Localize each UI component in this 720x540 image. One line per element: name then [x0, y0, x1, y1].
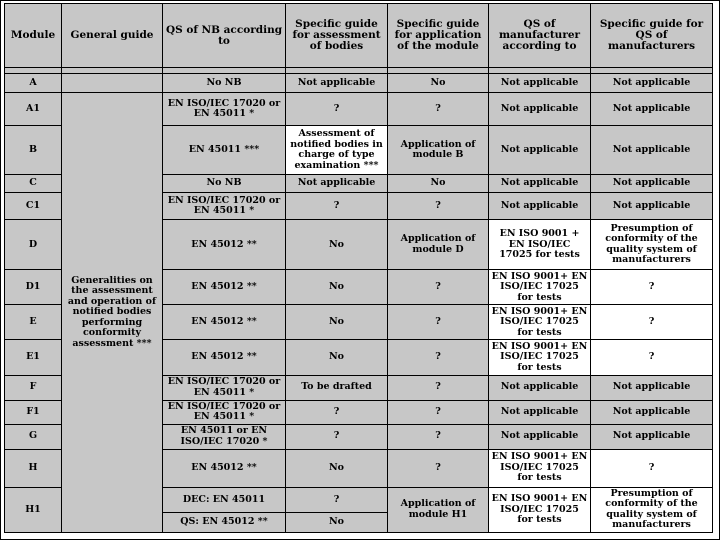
- qs-guide-cell: Not applicable: [591, 175, 713, 193]
- module-cell: F: [5, 375, 62, 400]
- table-row-a: [5, 74, 713, 93]
- module-cell: E1: [5, 340, 62, 375]
- header-specific-guide-qs: Specific guide for QS of manufacturers: [591, 4, 713, 68]
- qs-nb-cell: EN ISO/IEC 17020 or EN 45011 *: [163, 193, 286, 220]
- bodies-guide-cell: ?: [286, 424, 388, 449]
- qs-manufacturer-cell: Not applicable: [489, 126, 591, 175]
- header-module: Module: [5, 4, 62, 68]
- qs-manufacturer-cell: Not applicable: [489, 93, 591, 126]
- qs-manufacturer-cell: Not applicable: [489, 375, 591, 400]
- bodies-guide-cell: No: [286, 305, 388, 340]
- qs-manufacturer-cell: Not applicable: [489, 193, 591, 220]
- module-cell: B: [5, 126, 62, 175]
- module-cell: D: [5, 220, 62, 270]
- module-guide-cell: ?: [388, 375, 489, 400]
- modules-standards-table: [4, 3, 713, 533]
- qs-manufacturer-cell: EN ISO 9001+ EN ISO/IEC 17025 for tests: [489, 487, 591, 532]
- qs-nb-cell: EN 45012 **: [163, 220, 286, 270]
- module-guide-cell: Application of module D: [388, 220, 489, 270]
- module-cell: H1: [5, 487, 62, 532]
- qs-nb-cell: EN 45011 or EN ISO/IEC 17020 *: [163, 424, 286, 449]
- bodies-guide-cell: ?: [286, 93, 388, 126]
- qs-guide-cell: Presumption of conformity of the quality system of manufacturers: [591, 487, 713, 532]
- qs-nb-cell: EN 45011 ***: [163, 126, 286, 175]
- bodies-guide-cell: ?: [286, 193, 388, 220]
- qs-guide-cell: Not applicable: [591, 400, 713, 424]
- qs-manufacturer-cell: Not applicable: [489, 400, 591, 424]
- qs-nb-cell-qs: QS: EN 45012 **: [163, 512, 286, 532]
- qs-nb-cell: EN 45012 **: [163, 270, 286, 305]
- module-cell: H: [5, 449, 62, 487]
- header-specific-guide-module: Specific guide for application of the module: [388, 4, 489, 68]
- header-row: [5, 4, 713, 68]
- header-general-guide: General guide: [62, 4, 163, 68]
- qs-guide-cell: ?: [591, 449, 713, 487]
- qs-guide-cell: Not applicable: [591, 93, 713, 126]
- qs-nb-cell: EN 45012 **: [163, 340, 286, 375]
- table-row-a1: [5, 93, 713, 126]
- header-specific-guide-bodies: Specific guide for assessment of bodies: [286, 4, 388, 68]
- qs-nb-cell: EN ISO/IEC 17020 or EN 45011 *: [163, 375, 286, 400]
- bodies-guide-cell: No: [286, 220, 388, 270]
- qs-nb-cell: No NB: [163, 74, 286, 93]
- qs-manufacturer-cell: Not applicable: [489, 424, 591, 449]
- bodies-guide-cell: No: [286, 449, 388, 487]
- qs-guide-cell: ?: [591, 270, 713, 305]
- module-guide-cell: ?: [388, 270, 489, 305]
- module-guide-cell: ?: [388, 305, 489, 340]
- module-guide-cell: Application of module H1: [388, 487, 489, 532]
- qs-manufacturer-cell: EN ISO 9001+ EN ISO/IEC 17025 for tests: [489, 449, 591, 487]
- qs-guide-cell: Not applicable: [591, 74, 713, 93]
- module-cell: A1: [5, 93, 62, 126]
- qs-manufacturer-cell: EN ISO 9001 + EN ISO/IEC 17025 for tests: [489, 220, 591, 270]
- qs-nb-cell: EN 45012 **: [163, 305, 286, 340]
- module-guide-cell: ?: [388, 424, 489, 449]
- module-guide-cell: ?: [388, 340, 489, 375]
- qs-guide-cell: Presumption of conformity of the quality system of manufacturers: [591, 220, 713, 270]
- qs-guide-cell: Not applicable: [591, 126, 713, 175]
- bodies-guide-cell: ?: [286, 400, 388, 424]
- bodies-guide-cell: No: [286, 340, 388, 375]
- qs-manufacturer-cell: EN ISO 9001+ EN ISO/IEC 17025 for tests: [489, 340, 591, 375]
- module-guide-cell: ?: [388, 93, 489, 126]
- module-cell: A: [5, 74, 62, 93]
- qs-guide-cell: Not applicable: [591, 193, 713, 220]
- bodies-guide-cell-dec: ?: [286, 487, 388, 512]
- qs-manufacturer-cell: Not applicable: [489, 175, 591, 193]
- qs-nb-cell: EN ISO/IEC 17020 or EN 45011 *: [163, 400, 286, 424]
- module-guide-cell: ?: [388, 193, 489, 220]
- qs-guide-cell: Not applicable: [591, 375, 713, 400]
- module-guide-cell: No: [388, 74, 489, 93]
- module-guide-cell: ?: [388, 449, 489, 487]
- bodies-guide-cell: Not applicable: [286, 74, 388, 93]
- module-cell: G: [5, 424, 62, 449]
- bodies-guide-cell: To be drafted: [286, 375, 388, 400]
- bodies-guide-cell-qs: No: [286, 512, 388, 532]
- module-guide-cell: No: [388, 175, 489, 193]
- module-cell: E: [5, 305, 62, 340]
- qs-nb-cell: EN 45012 **: [163, 449, 286, 487]
- qs-nb-cell: No NB: [163, 175, 286, 193]
- bodies-guide-cell: No: [286, 270, 388, 305]
- qs-manufacturer-cell: EN ISO 9001+ EN ISO/IEC 17025 for tests: [489, 270, 591, 305]
- general-guide-cell: Generalities on the assessment and operation of notified bodies performing conformity assessment ***: [62, 93, 163, 533]
- header-qs-nb: QS of NB according to: [163, 4, 286, 68]
- qs-guide-cell: Not applicable: [591, 424, 713, 449]
- qs-manufacturer-cell: Not applicable: [489, 74, 591, 93]
- module-guide-cell: Application of module B: [388, 126, 489, 175]
- qs-nb-cell-dec: DEC: EN 45011: [163, 487, 286, 512]
- qs-manufacturer-cell: EN ISO 9001+ EN ISO/IEC 17025 for tests: [489, 305, 591, 340]
- module-cell: C: [5, 175, 62, 193]
- qs-guide-cell: ?: [591, 340, 713, 375]
- module-guide-cell: ?: [388, 400, 489, 424]
- module-cell: C1: [5, 193, 62, 220]
- module-cell: D1: [5, 270, 62, 305]
- bodies-guide-cell: Assessment of notified bodies in charge of type examination ***: [286, 126, 388, 175]
- header-qs-manufacturer: QS of manufacturer according to: [489, 4, 591, 68]
- module-cell: F1: [5, 400, 62, 424]
- qs-guide-cell: ?: [591, 305, 713, 340]
- qs-nb-cell: EN ISO/IEC 17020 or EN 45011 *: [163, 93, 286, 126]
- bodies-guide-cell: Not applicable: [286, 175, 388, 193]
- general-guide-cell-empty: [62, 74, 163, 93]
